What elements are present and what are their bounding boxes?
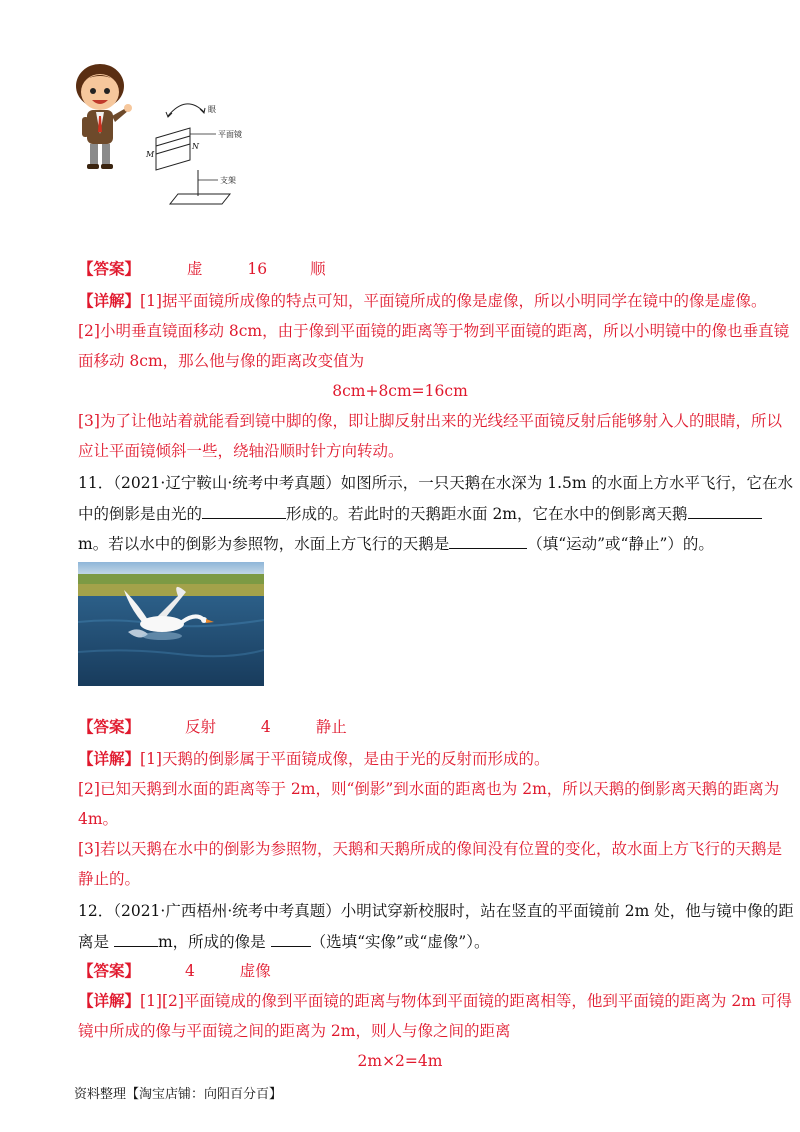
eye-label: 眼	[208, 105, 216, 114]
q12-detail-1b: 镜中所成的像与平面镜之间的距离为 2m，则人与像之间的距离	[78, 1022, 511, 1040]
q10-detail-1: 【详解】[1]据平面镜所成像的特点可知，平面镜所成的像是虚像，所以小明同学在镜中的像是虚像。	[78, 291, 767, 310]
q11-line-2: 中的倒影是由光的 形成的。若此时的天鹅距水面 2m，它在水中的倒影离天鹅	[78, 502, 762, 525]
answer-tag: 【答案】	[78, 259, 141, 278]
answer-2: 16	[247, 260, 268, 278]
answer-2: 虚像	[239, 962, 271, 980]
mirror-rotation-diagram	[140, 96, 250, 208]
mirror-label: 平面镜	[218, 130, 242, 139]
q12-line-1: 12．（2021·广西梧州·统考中考真题）小明试穿新校服时，站在竖直的平面镜前 2m 处，他与镜中像的距	[78, 902, 794, 920]
q12-detail-1a: 【详解】[1][2]平面镜成的像到平面镜的距离与物体到平面镜的距离相等，他到平面镜的距离为 2m 可得	[78, 991, 792, 1010]
answer-1: 反射	[184, 718, 216, 736]
blank-2	[688, 502, 762, 519]
q10-answer-line	[78, 258, 326, 280]
answer-2: 4	[260, 718, 271, 736]
q11-line-1: 11．（2021·辽宁鞍山·统考中考真题）如图所示，一只天鹅在水深为 1.5m 的水面上方水平飞行，它在水	[78, 474, 793, 492]
blank-2	[271, 930, 311, 947]
blank-3	[449, 532, 527, 549]
answer-tag: 【答案】	[78, 961, 141, 980]
detail-tag: 【详解】	[78, 291, 141, 310]
m-label: M	[146, 150, 155, 159]
answer-1: 虚	[186, 260, 203, 278]
q10-detail-2a: [2]小明垂直镜面移动 8cm，由于像到平面镜的距离等于物到平面镜的距离，所以小明镜中的像也垂直镜	[78, 322, 790, 340]
detail-tag: 【详解】	[78, 749, 141, 768]
stand-label: 支架	[220, 176, 236, 185]
q11-detail-2b: 4m。	[78, 810, 119, 828]
answer-3: 静止	[315, 718, 347, 736]
blank-1	[114, 930, 158, 947]
q11-detail-1: 【详解】[1]天鹅的倒影属于平面镜成像，是由于光的反射而形成的。	[78, 749, 550, 768]
cartoon-teacher-figure	[72, 62, 134, 172]
q11-answer-line	[78, 716, 347, 738]
answer-3: 顺	[310, 260, 326, 278]
answer-tag: 【答案】	[78, 717, 141, 736]
q11-detail-2a: [2]已知天鹅到水面的距离等于 2m，则“倒影”到水面的距离也为 2m，所以天鹅的倒影离天鹅的距离为	[78, 780, 780, 798]
q12-answer-line	[78, 960, 271, 982]
q12-formula: 2m×2=4m	[357, 1052, 443, 1070]
q12-line-2: 离是 m，所成的像是 （选填“实像”或“虚像”）。	[78, 930, 490, 953]
q10-detail-3b: 应让平面镜倾斜一些，绕轴沿顺时针方向转动。	[78, 442, 404, 460]
footer-source: 资料整理【淘宝店铺：向阳百分百】	[74, 1087, 283, 1102]
swan-photo	[78, 562, 264, 686]
q11-detail-3b: 静止的。	[78, 870, 141, 888]
detail-tag: 【详解】	[78, 991, 141, 1010]
answer-1: 4	[184, 962, 195, 980]
blank-1	[202, 502, 286, 519]
n-label: N	[192, 142, 199, 151]
q10-detail-2b: 面移动 8cm，那么他与像的距离改变值为	[78, 352, 365, 370]
q11-detail-3a: [3]若以天鹅在水中的倒影为参照物，天鹅和天鹅所成的像间没有位置的变化，故水面上方飞行的天鹅是	[78, 840, 782, 858]
q11-line-3: m。若以水中的倒影为参照物，水面上方飞行的天鹅是 （填“运动”或“静止”）的。	[78, 532, 714, 555]
q10-formula: 8cm+8cm=16cm	[332, 382, 468, 400]
q10-detail-3a: [3]为了让他站着就能看到镜中脚的像，即让脚反射出来的光线经平面镜反射后能够射入人的眼睛，所以	[78, 412, 782, 430]
